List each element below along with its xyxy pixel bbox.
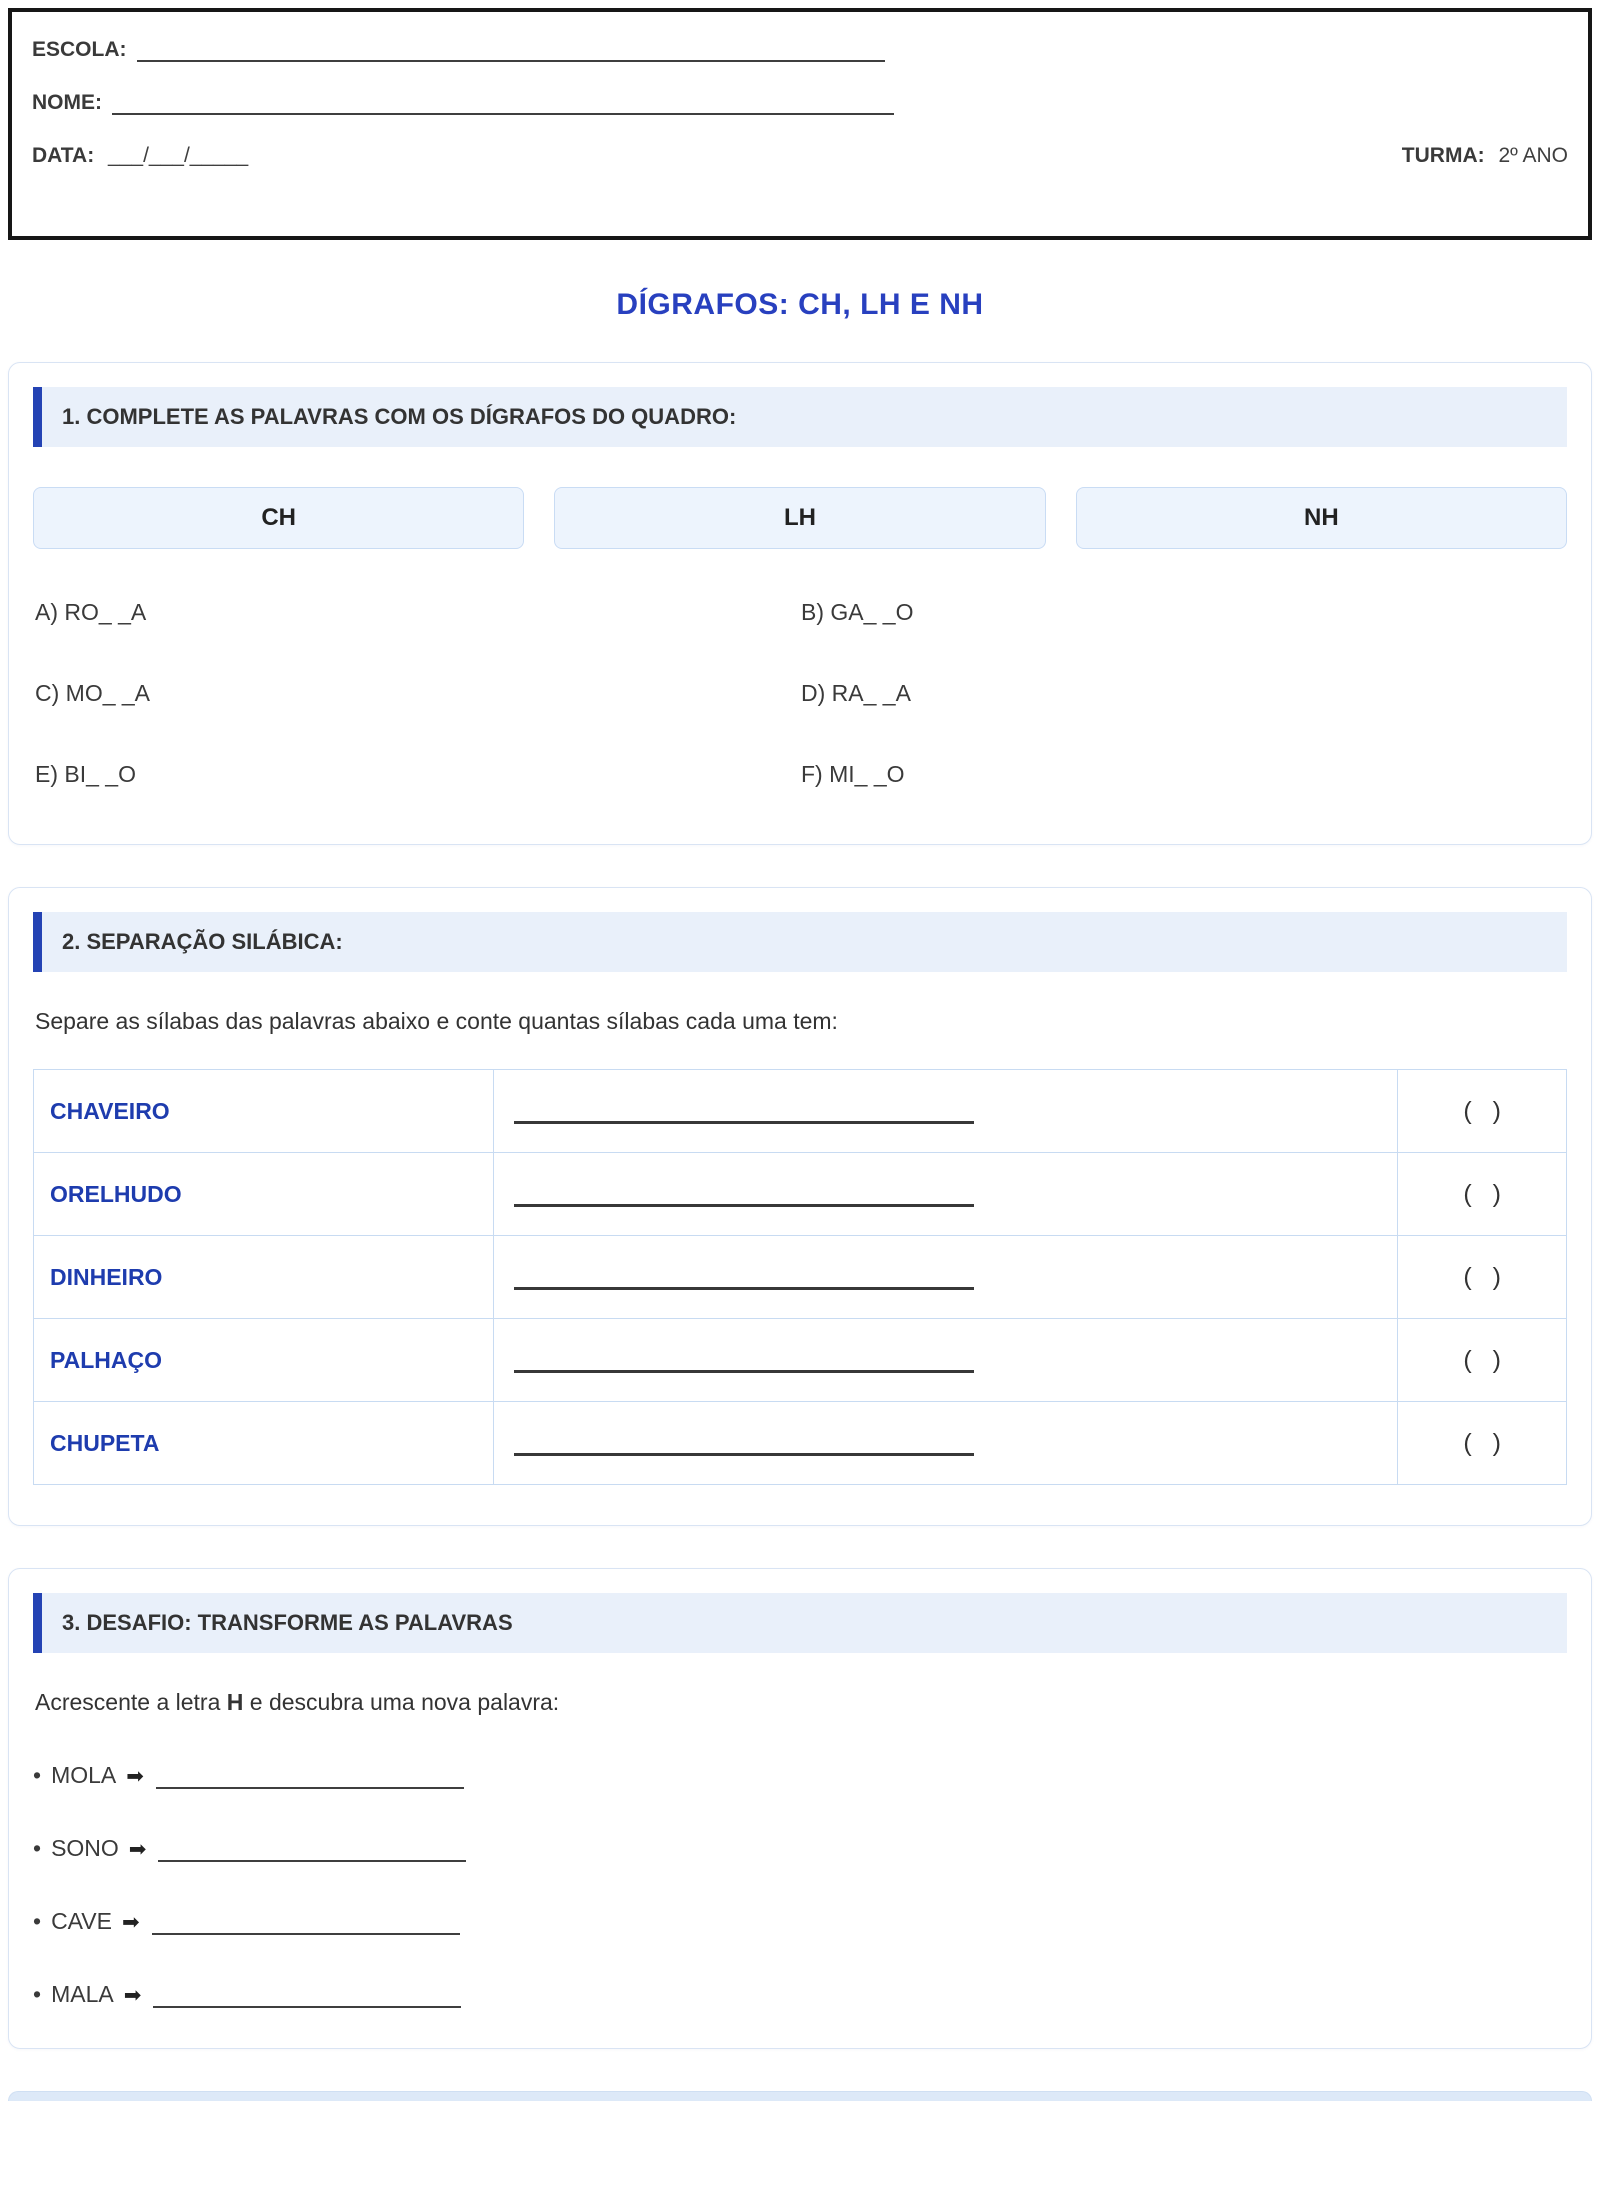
next-section-stub (8, 2091, 1592, 2101)
fill-item-a[interactable]: A) RO_ _A (35, 599, 147, 625)
bullet-icon: • (33, 1908, 42, 1934)
digraph-box-lh: LH (554, 487, 1045, 549)
date-group (32, 144, 248, 168)
class-group (1402, 144, 1568, 168)
name-answer-blank[interactable] (112, 93, 894, 115)
class-label: TURMA: (1401, 144, 1485, 167)
transform-answer-blank[interactable] (152, 1911, 460, 1935)
fill-item-d[interactable]: D) RA_ _A (801, 680, 911, 706)
right-arrow-icon: ➡ (123, 1984, 142, 2007)
fill-items-grid (35, 599, 1567, 788)
section-3-card (8, 1568, 1592, 2049)
syllable-table (33, 1069, 1567, 1485)
transform-row-mala (33, 1981, 1567, 2008)
syllable-answer-blank[interactable] (514, 1260, 974, 1290)
count-cell[interactable]: ( ) (1398, 1236, 1567, 1319)
right-arrow-icon: ➡ (122, 1911, 140, 1934)
instruction-suffix: e descubra uma nova palavra: (243, 1689, 560, 1715)
digraph-row (33, 487, 1567, 549)
transform-row-mola (33, 1762, 1567, 1789)
fill-item-f[interactable]: F) MI_ _O (801, 761, 905, 787)
syllable-answer-blank[interactable] (514, 1426, 974, 1456)
word-cell: CHAVEIRO (34, 1070, 494, 1153)
word-cell: ORELHUDO (34, 1153, 494, 1236)
date-answer-blank[interactable]: ___/___/_____ (108, 144, 249, 167)
right-arrow-icon: ➡ (126, 1765, 144, 1788)
table-row (34, 1153, 1567, 1236)
count-cell[interactable]: ( ) (1398, 1402, 1567, 1485)
fill-item-c[interactable]: C) MO_ _A (35, 680, 151, 706)
bullet-icon: • (33, 1835, 42, 1861)
transform-answer-blank[interactable] (156, 1765, 464, 1789)
section-1-header: 1. COMPLETE AS PALAVRAS COM OS DÍGRAFOS DO QUADRO: (33, 387, 1567, 447)
transform-word: SONO (51, 1835, 119, 1861)
word-cell: CHUPETA (34, 1402, 494, 1485)
instruction-letter-h: H (226, 1689, 244, 1715)
table-row (34, 1402, 1567, 1485)
syllable-answer-cell (493, 1153, 1397, 1236)
word-cell: DINHEIRO (34, 1236, 494, 1319)
fill-item-e[interactable]: E) BI_ _O (35, 761, 136, 787)
school-label: ESCOLA: (32, 38, 127, 61)
transform-row-sono (33, 1835, 1567, 1862)
table-row (34, 1236, 1567, 1319)
syllable-answer-cell (493, 1236, 1397, 1319)
syllable-answer-blank[interactable] (514, 1094, 974, 1124)
syllable-answer-blank[interactable] (514, 1177, 974, 1207)
date-label: DATA: (32, 144, 95, 167)
digraph-box-nh: NH (1076, 487, 1567, 549)
right-arrow-icon: ➡ (128, 1838, 147, 1861)
transform-row-cave (33, 1908, 1567, 1935)
word-cell: PALHAÇO (34, 1319, 494, 1402)
section-2-header: 2. SEPARAÇÃO SILÁBICA: (33, 912, 1567, 972)
bullet-icon: • (33, 1762, 42, 1788)
section-2-instruction: Separe as sílabas das palavras abaixo e conte quantas sílabas cada uma tem: (35, 1008, 838, 1034)
student-info-box (8, 8, 1592, 240)
bullet-icon: • (33, 1981, 42, 2007)
syllable-answer-cell (493, 1070, 1397, 1153)
name-label: NOME: (32, 91, 102, 114)
class-value: 2º ANO (1498, 144, 1568, 167)
instruction-prefix: Acrescente a letra (35, 1689, 227, 1715)
school-answer-blank[interactable] (137, 40, 885, 62)
transform-word: CAVE (51, 1908, 112, 1934)
table-row (34, 1070, 1567, 1153)
name-row (32, 91, 1568, 115)
transform-word: MALA (51, 1981, 114, 2007)
transform-answer-blank[interactable] (158, 1838, 466, 1862)
section-3-header: 3. DESAFIO: TRANSFORME AS PALAVRAS (33, 1593, 1567, 1653)
transform-answer-blank[interactable] (153, 1984, 461, 2008)
worksheet-title: DÍGRAFOS: CH, LH E NH (616, 288, 984, 321)
fill-item-b[interactable]: B) GA_ _O (801, 599, 914, 625)
table-row (34, 1319, 1567, 1402)
section-2-card (8, 887, 1592, 1526)
transform-word: MOLA (51, 1762, 117, 1788)
section-1-card (8, 362, 1592, 845)
school-row (32, 38, 1568, 62)
syllable-answer-blank[interactable] (514, 1343, 974, 1373)
count-cell[interactable]: ( ) (1398, 1319, 1567, 1402)
digraph-box-ch: CH (33, 487, 524, 549)
date-class-row (32, 144, 1568, 168)
syllable-answer-cell (493, 1402, 1397, 1485)
count-cell[interactable]: ( ) (1398, 1153, 1567, 1236)
section-3-instruction (35, 1689, 1567, 1716)
count-cell[interactable]: ( ) (1398, 1070, 1567, 1153)
syllable-answer-cell (493, 1319, 1397, 1402)
